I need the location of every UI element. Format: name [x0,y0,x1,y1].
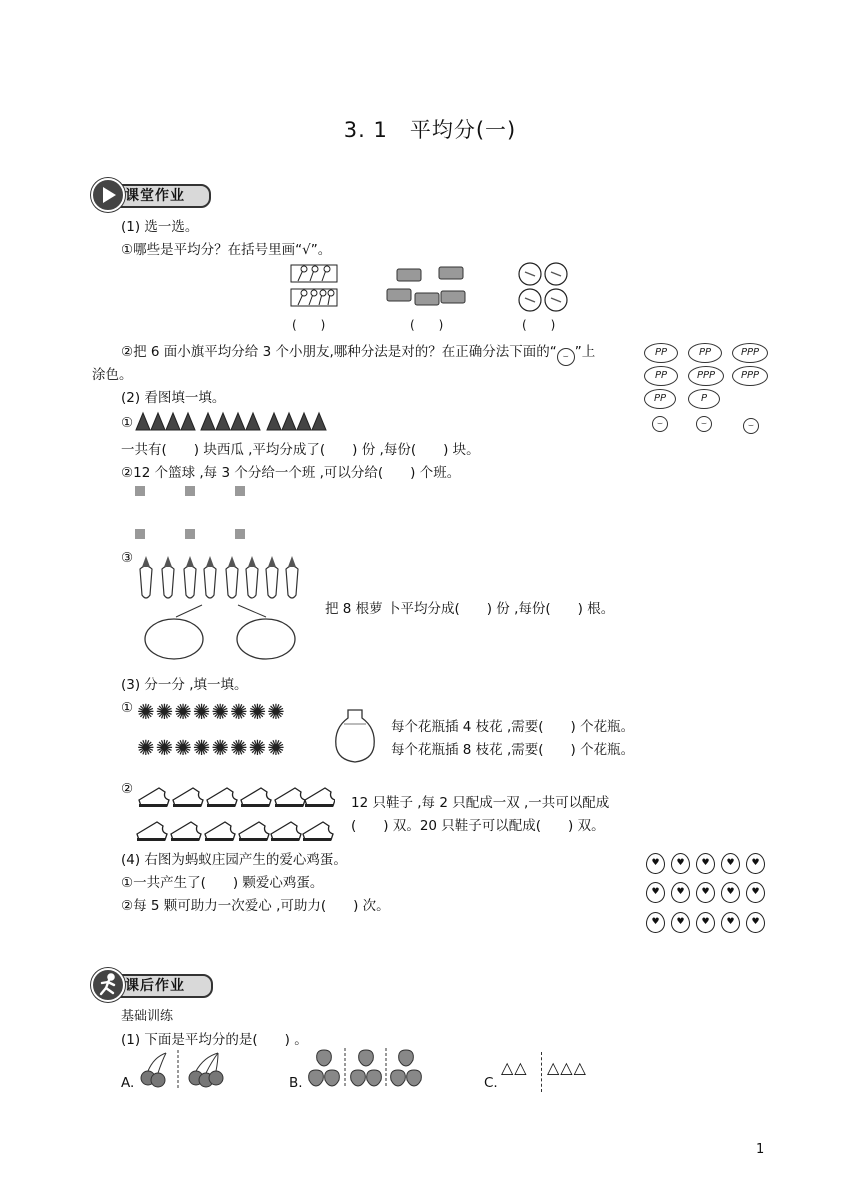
q3-sub2-a: 12 只鞋子 ,每 2 只配成一双 ,一共可以配成 [351,795,610,811]
runner-icon [91,968,125,1002]
book-stacks-image [385,265,469,315]
love-egg-icon: ♥ [746,853,765,874]
smiley-icon[interactable]: ⌣ [696,416,712,432]
q1-sub2-line2: 涂色。 [92,367,133,383]
flag-group-oval: PPP [732,343,768,363]
q3-sub2-label: ② [121,781,134,797]
smiley-icon[interactable]: ⌣ [652,416,668,432]
love-egg-icon: ♥ [721,853,740,874]
q1-sub2-line1 [121,343,595,366]
love-egg-icon: ♥ [671,853,690,874]
love-egg-icon: ♥ [646,882,665,903]
watermelon-slices-image [135,411,329,435]
q2-sub1-label: ① [121,415,134,431]
grouped-circles-image [516,262,572,318]
option-b-label[interactable]: B. [289,1075,303,1091]
flag-group-oval: PP [644,389,676,409]
q2-sub1-text: 一共有( ) 块西瓜 ,平均分成了( ) 份 ,每份( ) 块。 [121,442,480,458]
q3-sub2-b: ( ) 双。20 只鞋子可以配成( ) 双。 [351,818,605,834]
q3-sub1-b: 每个花瓶插 8 枝花 ,需要( ) 个花瓶。 [391,742,635,758]
smiley-icon: ⌣ [557,348,575,366]
answer-paren-2[interactable]: ( ) [410,318,444,332]
vase-image [332,708,378,770]
homework-label: 课后作业 [125,978,185,994]
page-title: 3. 1 平均分(一) [343,118,517,142]
q2-sub3-label: ③ [121,550,134,566]
q1-sub2-text: ②把 6 面小旗平均分给 3 个小朋友,哪种分法是对的？在正确分法下面的“ [121,344,557,360]
flag-group-oval: P [688,389,720,409]
love-egg-icon: ♥ [696,882,715,903]
basketball-placeholder [185,486,195,496]
flag-group-oval: PPP [732,366,768,386]
q4-heading: (4) 右图为蚂蚁庄园产生的爱心鸡蛋。 [121,852,347,868]
q1-heading: (1) 选一选。 [121,219,199,235]
play-icon [91,178,125,212]
love-egg-icon: ♥ [671,912,690,933]
strawberries-image [305,1048,427,1092]
smiley-icon[interactable]: ⌣ [743,418,759,434]
q1-sub1: ①哪些是平均分？在括号里画“√”。 [121,242,332,258]
answer-paren-1[interactable]: ( ) [292,318,326,332]
flag-group-oval: PP [644,343,678,363]
radishes-and-plates-image [136,555,306,669]
option-a-label[interactable]: A. [121,1075,135,1091]
q2-sub2-text: ②12 个篮球 ,每 3 个分给一个班 ,可以分给( ) 个班。 [121,465,461,481]
q3-sub1-a: 每个花瓶插 4 枝花 ,需要( ) 个花瓶。 [391,719,635,735]
answer-paren-3[interactable]: ( ) [522,318,556,332]
divider-dashed [541,1052,542,1092]
flowers-image: ✺✺✺✺✺✺✺✺ ✺✺✺✺✺✺✺✺ [137,700,286,760]
homework-q1: (1) 下面是平均分的是( ) 。 [121,1032,308,1048]
love-egg-icon: ♥ [746,912,765,933]
q2-sub3-text: 把 8 根萝 卜平均分成( ) 份 ,每份( ) 根。 [325,601,615,617]
classwork-label: 课堂作业 [125,188,185,204]
cherries-image [138,1050,234,1092]
love-egg-icon: ♥ [646,912,665,933]
basketball-placeholder [235,529,245,539]
basketball-placeholder [135,529,145,539]
option-c-label[interactable]: C. [484,1075,498,1091]
q2-heading: (2) 看图填一填。 [121,390,226,406]
love-egg-icon: ♥ [696,912,715,933]
q3-heading: (3) 分一分 ,填一填。 [121,677,248,693]
love-egg-icon: ♥ [746,882,765,903]
homework-banner [91,968,213,1000]
triangles-right: △△△ [547,1058,587,1077]
flag-group-oval: PP [688,343,722,363]
flag-group-oval: PP [644,366,678,386]
love-egg-icon: ♥ [696,853,715,874]
q3-sub1-label: ① [121,700,134,716]
love-egg-icon: ♥ [721,882,740,903]
q1-sub2-end: ”上 [574,344,596,360]
q4-sub2: ②每 5 颗可助力一次爱心 ,可助力( ) 次。 [121,898,390,914]
shoes-image [135,782,335,846]
love-egg-icon: ♥ [646,853,665,874]
lollipop-boxes-image [290,263,338,313]
triangles-left: △△ [501,1058,528,1077]
classwork-banner [91,178,211,210]
homework-subtitle: 基础训练 [121,1009,174,1024]
page-number: 1 [756,1142,765,1157]
q4-sub1: ①一共产生了( ) 颗爱心鸡蛋。 [121,875,324,891]
love-egg-icon: ♥ [721,912,740,933]
basketball-placeholder [135,486,145,496]
basketball-placeholder [235,486,245,496]
basketball-placeholder [185,529,195,539]
flag-group-oval: PPP [688,366,724,386]
love-egg-icon: ♥ [671,882,690,903]
